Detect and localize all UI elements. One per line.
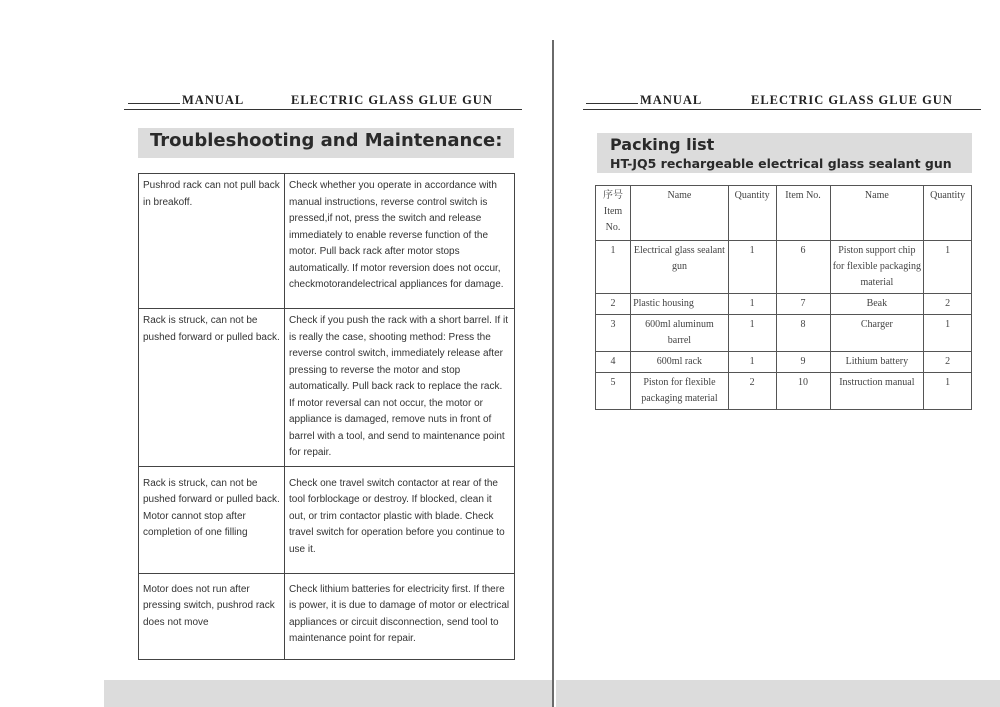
item-name: Instruction manual bbox=[830, 373, 924, 410]
header-name-2: Name bbox=[830, 186, 924, 241]
troubleshooting-title: Troubleshooting and Maintenance: bbox=[150, 130, 503, 151]
item-name: Plastic housing bbox=[631, 294, 729, 315]
solution-cell: Check lithium batteries for electricity first. If there is power, it is due to damage of motor or electrical appliances or circuit disconnection, send tool to maintenance point for repair. bbox=[285, 573, 515, 659]
item-no: 10 bbox=[776, 373, 830, 410]
item-no: 8 bbox=[776, 315, 830, 352]
table-row bbox=[596, 241, 972, 294]
table-row bbox=[596, 352, 972, 373]
left-header-rule bbox=[124, 109, 522, 110]
problem-cell: Rack is struck, can not be pushed forward or pulled back. Motor cannot stop after completion of one filling bbox=[139, 466, 285, 573]
item-name: Piston support chip for flexible packaging material bbox=[830, 241, 924, 294]
packing-list-table bbox=[595, 185, 972, 410]
item-quantity: 1 bbox=[924, 315, 972, 352]
item-no: 1 bbox=[596, 241, 631, 294]
item-name: 600ml rack bbox=[631, 352, 729, 373]
item-quantity: 1 bbox=[728, 352, 776, 373]
item-quantity: 1 bbox=[924, 373, 972, 410]
problem-cell: Motor does not run after pressing switch, pushrod rack does not move bbox=[139, 573, 285, 659]
item-quantity: 2 bbox=[728, 373, 776, 410]
solution-cell: Check one travel switch contactor at rear of the tool forblockage or destroy. If blocked, clean it out, or trim contactor plastic with blade. Check travel switch for operation before you continue to use it. bbox=[285, 466, 515, 573]
item-no: 6 bbox=[776, 241, 830, 294]
header-quantity-2: Quantity bbox=[924, 186, 972, 241]
header-name: Name bbox=[631, 186, 729, 241]
item-quantity: 1 bbox=[728, 294, 776, 315]
item-name: 600ml aluminum barrel bbox=[631, 315, 729, 352]
item-no: 9 bbox=[776, 352, 830, 373]
header-item-no-2: Item No. bbox=[776, 186, 830, 241]
packing-title: Packing list bbox=[610, 135, 715, 154]
table-row bbox=[596, 315, 972, 352]
item-name: Piston for flexible packaging material bbox=[631, 373, 729, 410]
item-name: Charger bbox=[830, 315, 924, 352]
problem-cell: Pushrod rack can not pull back in breakoff. bbox=[139, 174, 285, 309]
right-header-rule bbox=[583, 109, 981, 110]
item-quantity: 1 bbox=[924, 241, 972, 294]
item-name: Electrical glass sealant gun bbox=[631, 241, 729, 294]
item-quantity: 2 bbox=[924, 294, 972, 315]
header-item-no: 序号 Item No. bbox=[596, 186, 631, 241]
item-quantity: 1 bbox=[728, 315, 776, 352]
table-row bbox=[139, 466, 515, 573]
table-header-row bbox=[596, 186, 972, 241]
right-header-product: ELECTRIC GLASS GLUE GUN bbox=[751, 93, 953, 107]
item-no: 2 bbox=[596, 294, 631, 315]
table-row bbox=[139, 309, 515, 467]
item-no: 3 bbox=[596, 315, 631, 352]
item-quantity: 1 bbox=[728, 241, 776, 294]
table-row bbox=[596, 373, 972, 410]
table-row bbox=[139, 174, 515, 309]
table-row bbox=[139, 573, 515, 659]
packing-subtitle: HT-JQ5 rechargeable electrical glass sealant gun bbox=[610, 156, 952, 171]
item-no: 5 bbox=[596, 373, 631, 410]
left-header-manual: MANUAL bbox=[128, 93, 244, 108]
table-row bbox=[596, 294, 972, 315]
item-no: 7 bbox=[776, 294, 830, 315]
left-page-bottom-band bbox=[104, 680, 552, 707]
header-quantity: Quantity bbox=[728, 186, 776, 241]
right-page-bottom-band bbox=[556, 680, 1000, 707]
page-spine bbox=[552, 40, 554, 707]
problem-cell: Rack is struck, can not be pushed forward or pulled back. bbox=[139, 309, 285, 467]
left-header-product: ELECTRIC GLASS GLUE GUN bbox=[291, 93, 493, 107]
right-header-manual: MANUAL bbox=[586, 93, 702, 108]
item-name: Beak bbox=[830, 294, 924, 315]
solution-cell: Check whether you operate in accordance with manual instructions, reverse control switch is pressed,if not, press the switch and release immediately to enable reverse function of the motor. Pull back rack after motor stops automatically. If motor reversion does not occur, checkmotorandelectrical appliances for damage. bbox=[285, 174, 515, 309]
item-name: Lithium battery bbox=[830, 352, 924, 373]
item-quantity: 2 bbox=[924, 352, 972, 373]
troubleshooting-table bbox=[138, 173, 515, 660]
header-item-no-cn: 序号 bbox=[603, 190, 624, 201]
item-no: 4 bbox=[596, 352, 631, 373]
solution-cell: Check if you push the rack with a short barrel. If it is really the case, shooting method: Press the reverse control switch, immediately release after pressing to reverse the motor and stop automatically. Pull back rack to replace the rack. If motor reversal can not occur, the motor or appliance is damaged, remove nuts in front of barrel with a tool, and send to maintenance point for repair. bbox=[285, 309, 515, 467]
